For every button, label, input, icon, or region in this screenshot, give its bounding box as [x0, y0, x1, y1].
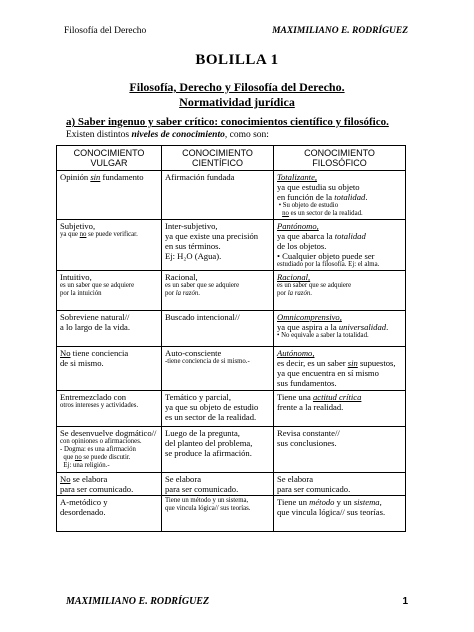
table-cell: Entremezclado con otros intereses y actividades. [57, 391, 162, 427]
table-cell: Tiene una actitud crítica frente a la realidad. [274, 391, 406, 427]
table-cell: Se elabora para ser comunicado. [274, 473, 406, 496]
table-cell: Intuitivo, es un saber que se adquiere por la intuición [57, 271, 162, 311]
document-title: BOLILLA 1 [195, 52, 279, 68]
page-number: 1 [402, 596, 408, 607]
table-row [57, 271, 406, 311]
header-cientifico: CONOCIMIENTO CIENTÍFICO [162, 146, 274, 171]
subtitle-line-1: Filosofía, Derecho y Filosofía del Derecho. [129, 80, 345, 94]
table-cell: Sobreviene natural// a lo largo de la vida. [57, 311, 162, 347]
document-subtitle [0, 80, 474, 110]
page-header [64, 26, 408, 36]
table-cell: Buscado intencional// [162, 311, 274, 347]
section-heading: a) Saber ingenuo y saber crítico: conocimientos científico y filosófico. [66, 116, 389, 128]
knowledge-table [56, 145, 406, 532]
table-cell: Luego de la pregunta, del planteo del problema, se produce la afirmación. [162, 427, 274, 473]
table-cell: Auto-consciente -tiene conciencia de si mismo.- [162, 347, 274, 391]
table-cell: Se elabora para ser comunicado. [162, 473, 274, 496]
table-cell: Revisa constante// sus conclusiones. [274, 427, 406, 473]
table-cell: Temático y parcial, ya que su objeto de estudio es un sector de la realidad. [162, 391, 274, 427]
table-cell: A-metódico y desordenado. [57, 496, 162, 532]
table-cell: Tiene un método y un sistema, que vincula lógica// sus teorías. [162, 496, 274, 532]
table-cell: Autónomo, es decir, es un saber sin supuestos, ya que encuentra en sí mismo sus fundamentos. [274, 347, 406, 391]
table-row [57, 473, 406, 496]
table-row [57, 171, 406, 220]
table-cell: Pantónomo, ya que abarca la totalidad de los objetos. • Cualquier objeto puede ser estudiado por la filosofía. Ej: el alma. [274, 220, 406, 271]
table-row [57, 220, 406, 271]
table-row [57, 391, 406, 427]
header-author: MAXIMILIANO E. RODRÍGUEZ [272, 26, 408, 36]
page-footer [66, 596, 408, 607]
header-course: Filosofía del Derecho [64, 26, 147, 36]
table-cell: Inter-subjetivo, ya que existe una precisión en sus términos. Ej: H₂O (Agua). [162, 220, 274, 271]
table-cell: Racional, es un saber que se adquiere por la razón. [162, 271, 274, 311]
header-filosofico: CONOCIMIENTO FILOSÓFICO [274, 146, 406, 171]
table-cell: Tiene un método y un sistema, que vincula lógica// sus teorías. [274, 496, 406, 532]
table-cell: Omnicomprensivo, ya que aspira a la universalidad. • No equivale a saber la totalidad. [274, 311, 406, 347]
table-cell: Totalizante, ya que estudia su objeto en función de la totalidad. • Su objeto de estudio no es un sector de la realidad. [274, 171, 406, 220]
table-cell: No se elabora para ser comunicado. [57, 473, 162, 496]
header-vulgar: CONOCIMIENTO VULGAR [57, 146, 162, 171]
table-header-row [57, 146, 406, 171]
table-cell: Opinión sin fundamento [57, 171, 162, 220]
footer-author: MAXIMILIANO E. RODRÍGUEZ [66, 596, 210, 607]
table-row [57, 347, 406, 391]
subtitle-line-2: Normatividad jurídica [179, 95, 295, 109]
intro-text: Existen distintos niveles de conocimiento, como son: [66, 130, 269, 140]
table-cell: Racional, es un saber que se adquiere por la razón. [274, 271, 406, 311]
table-cell: Subjetivo, ya que no se puede verificar. [57, 220, 162, 271]
table-cell: Se desenvuelve dogmático// con opiniones o afirmaciones. - Dogma: es una afirmación que no se puede discutir. Ej: una religión.- [57, 427, 162, 473]
table-row [57, 496, 406, 532]
table-cell: No tiene conciencia de si mismo. [57, 347, 162, 391]
table-cell: Afirmación fundada [162, 171, 274, 220]
table-row [57, 311, 406, 347]
table-row [57, 427, 406, 473]
